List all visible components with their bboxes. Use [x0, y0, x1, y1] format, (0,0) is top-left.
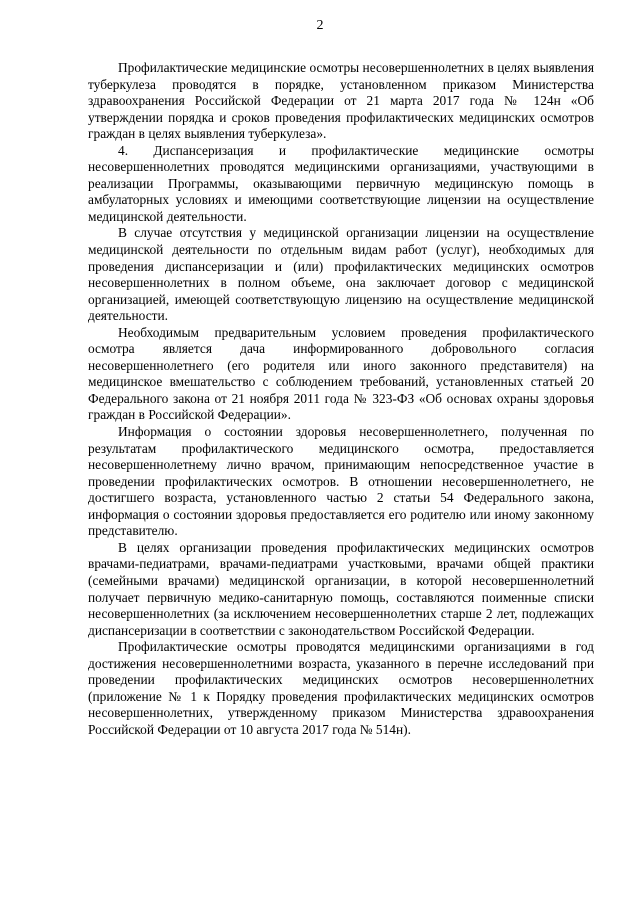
paragraph-informed-consent: Необходимым предварительным условием проведения профилактического осмотра является дача информированного добровольного согласия несовершеннолетнего (его родителя или иного законного представителя) на медицинское вмешательство с соблюдением требований, установленных статьей 20 Федерального закона от 21 ноября 2011 года № 323-ФЗ «Об основах охраны здоровья граждан в Российской Федерации».: [88, 324, 594, 423]
paragraph-license-absence: В случае отсутствия у медицинской организации лицензии на осуществление медицинской деятельности по отдельным видам работ (услуг), необходимых для проведения диспансеризации и (или) профилактических медицинских осмотров несовершеннолетних в полном объеме, она заключает договор с медицинской организацией, имеющей соответствующую лицензию на осуществление медицинской деятельности.: [88, 225, 594, 324]
paragraph-personal-lists: В целях организации проведения профилактических медицинских осмотров врачами-педиатрами, врачами-педиатрами участковыми, врачами общей практики (семейными врачами) медицинской организации, в которой несовершеннолетний получает первичную медико-санитарную помощь, составляются поименные списки несовершеннолетних (за исключением несовершеннолетних старше 2 лет, подлежащих диспансеризации в соответствии с законодательством Российской Федерации.: [88, 539, 594, 638]
paragraph-item-4-organizations: 4. Диспансеризация и профилактические медицинские осмотры несовершеннолетних проводятся медицинскими организациями, участвующими в реализации Программы, оказывающими первичную медицинскую помощь в амбулаторных условиях и имеющими соответствующие лицензии на осуществление медицинской деятельности.: [88, 142, 594, 224]
paragraph-health-information: Информация о состоянии здоровья несовершеннолетнего, полученная по результатам профилактического медицинского осмотра, предоставляется несовершеннолетнему лично врачом, принимающим непосредственное участие в проведении профилактических осмотров. В отношении несовершеннолетнего, не достигшего возраста, установленного частью 2 статьи 54 Федерального закона, информация о состоянии здоровья предоставляется его родителю или иному законному представителю.: [88, 424, 594, 539]
paragraph-tuberculosis-screening: Профилактические медицинские осмотры несовершеннолетних в целях выявления туберкулеза проводятся в порядке, установленном приказом Министерства здравоохранения Российской Федерации от 21 марта 2017 года № 124н «Об утверждении порядка и сроков проведения профилактических медицинских осмотров граждан в целях выявления туберкулеза».: [88, 60, 594, 142]
paragraph-examination-timing: Профилактические осмотры проводятся медицинскими организациями в год достижения несовершеннолетними возраста, указанного в перечне исследований при проведении профилактических медицинских осмотров несовершеннолетних (приложение № 1 к Порядку проведения профилактических медицинских осмотров несовершеннолетних, утвержденному приказом Министерства здравоохранения Российской Федерации от 10 августа 2017 года № 514н).: [88, 639, 594, 737]
page-number: 2: [316, 18, 324, 33]
document-body: [88, 60, 594, 738]
